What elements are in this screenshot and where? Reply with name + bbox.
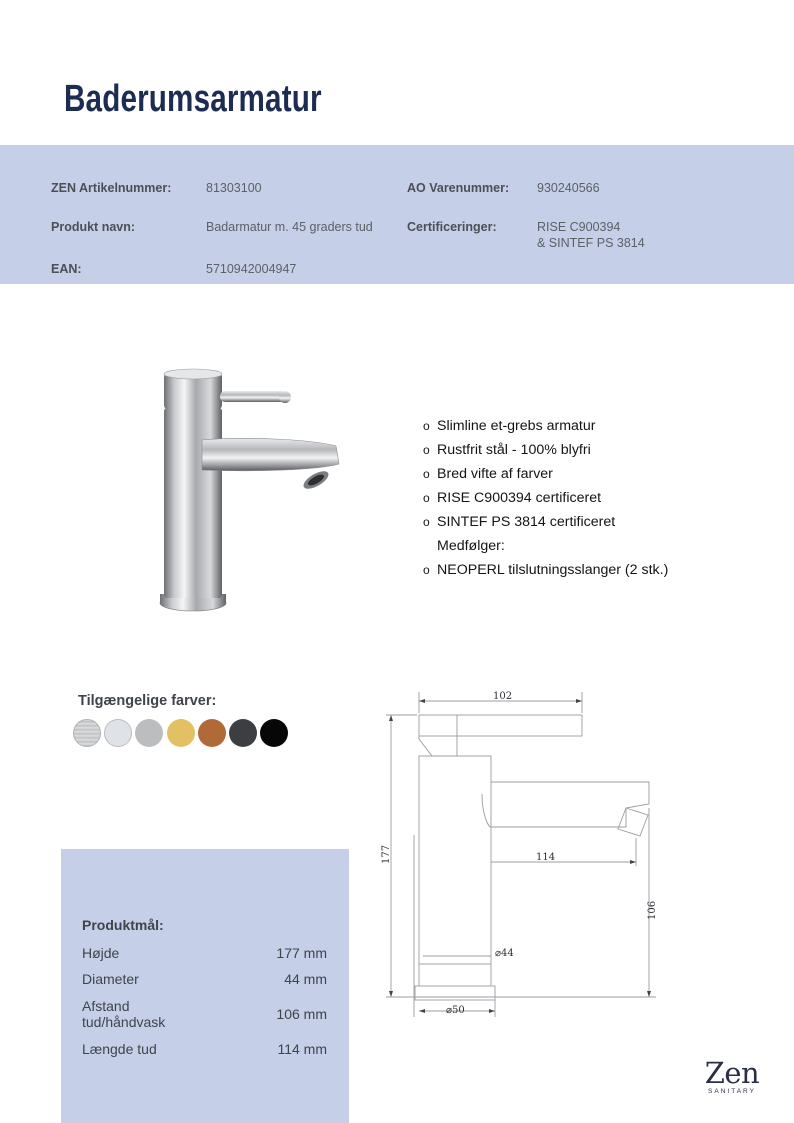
zen-article-value: 81303100	[206, 181, 262, 195]
certification-value-1: RISE C900394	[537, 220, 621, 234]
faucet-product-image	[140, 360, 360, 620]
feature-text: Slimline et-grebs armatur	[437, 418, 596, 434]
certifications-label: Certificeringer:	[407, 220, 497, 234]
color-swatch-gold	[167, 719, 195, 747]
feature-text: Rustfrit stål - 100% blyfri	[437, 442, 591, 458]
dimension-label: Diameter	[82, 971, 139, 987]
feature-text: Medfølger:	[437, 538, 505, 554]
product-info-band	[0, 145, 794, 284]
color-swatch-brushed-steel	[73, 719, 101, 747]
bullet-icon: o	[423, 563, 430, 577]
dimension-label-line2: tud/håndvask	[82, 1014, 166, 1030]
color-swatch-black	[260, 719, 288, 747]
technical-drawing	[378, 684, 670, 1024]
dimension-label-177: 177	[381, 844, 392, 864]
bullet-icon: o	[423, 491, 430, 505]
bullet-icon: o	[423, 443, 430, 457]
dimension-label: Længde tud	[82, 1041, 157, 1057]
bullet-icon: o	[423, 467, 430, 481]
feature-text: SINTEF PS 3814 certificeret	[437, 514, 616, 530]
zen-article-label: ZEN Artikelnummer:	[51, 181, 172, 195]
dimensions-title: Produktmål:	[82, 917, 164, 933]
dimension-label: Højde	[82, 945, 120, 961]
color-swatch-gunmetal	[229, 719, 257, 747]
list-item	[424, 559, 668, 583]
bullet-icon: o	[423, 515, 430, 529]
feature-text: RISE C900394 certificeret	[437, 490, 602, 506]
feature-list	[424, 415, 668, 583]
faucet-spout	[202, 438, 339, 492]
dimension-label-106: 106	[647, 900, 658, 920]
list-item	[424, 511, 668, 535]
drawing-lines	[386, 692, 656, 1017]
page-title: Baderumsarmatur	[64, 78, 322, 120]
list-item	[424, 535, 668, 559]
bullet-icon: o	[423, 419, 430, 433]
feature-text: Bred vifte af farver	[437, 466, 553, 482]
dimension-label-44: ⌀44	[495, 948, 514, 959]
color-swatches	[73, 719, 288, 747]
certification-value-2: & SINTEF PS 3814	[537, 236, 645, 250]
dimension-label: Afstand	[82, 998, 130, 1014]
ao-number-value: 930240566	[537, 181, 600, 195]
faucet-lever	[164, 369, 291, 410]
product-name-value: Badarmatur m. 45 graders tud	[206, 220, 373, 234]
zen-sanitary-logo	[700, 1058, 764, 1095]
list-item	[424, 487, 668, 511]
logo-wordmark: Zen	[704, 1056, 760, 1090]
ao-number-label: AO Varenummer:	[407, 181, 510, 195]
faucet-body	[164, 408, 222, 598]
dimension-value: 114 mm	[277, 1041, 327, 1057]
product-name-label: Produkt navn:	[51, 220, 136, 234]
dimension-arrows	[389, 699, 651, 1013]
available-colors-title: Tilgængelige farver:	[78, 693, 217, 709]
color-swatch-chrome	[104, 719, 132, 747]
list-item	[424, 439, 668, 463]
list-item	[424, 463, 668, 487]
dimension-value: 44 mm	[284, 971, 327, 987]
color-swatch-copper	[198, 719, 226, 747]
dimension-label-114: 114	[536, 852, 556, 863]
dimension-value: 106 mm	[276, 1006, 327, 1022]
dimension-row	[82, 998, 327, 1032]
ean-label: EAN:	[51, 262, 82, 276]
ean-value: 5710942004947	[206, 262, 297, 276]
dimension-value: 177 mm	[276, 945, 327, 961]
feature-text: NEOPERL tilslutningsslanger (2 stk.)	[437, 562, 669, 578]
color-swatch-silver	[135, 719, 163, 747]
product-dimensions-box	[61, 849, 349, 1123]
dimension-label-102: 102	[493, 691, 513, 702]
list-item	[424, 415, 668, 439]
logo-subtitle: SANITARY	[708, 1088, 756, 1095]
dimension-label-50: ⌀50	[446, 1005, 465, 1016]
